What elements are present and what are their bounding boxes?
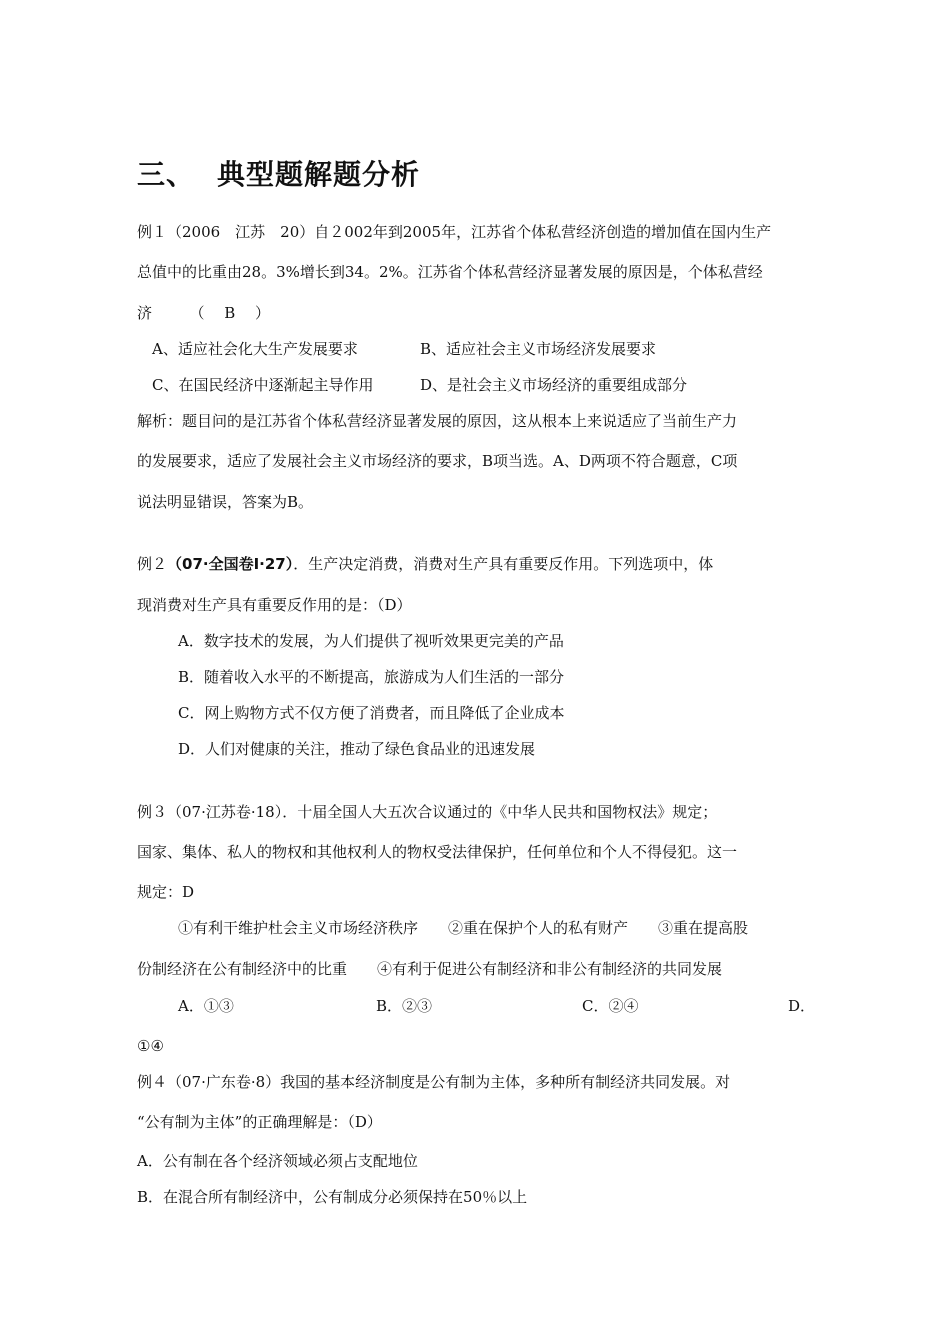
example2-option-d: D．人们对健康的关注，推动了绿色食品业的迅速发展: [178, 740, 536, 758]
example2-line1-rest: ．生产决定消费，消费对生产具有重要反作用。下列选项中，体: [293, 555, 714, 573]
example1-line1: 例１（2006 江苏 20）自２002年到2005年，江苏省个体私营经济创造的增加值在国内生产: [137, 223, 772, 241]
example1-analysis-line2: 的发展要求，适应了发展社会主义市场经济的要求，B项当选。A、D两项不符合题意，C项: [137, 452, 738, 470]
example2-line2: 现消费对生产具有重要反作用的是：（D）: [137, 596, 412, 614]
example4-line1: 例４（07·广东卷·8）我国的基本经济制度是公有制为主体，多种所有制经济共同发展。对: [137, 1073, 731, 1091]
example4-option-a: A．公有制在各个经济领域必须占支配地位: [137, 1152, 418, 1170]
example3-option-d-label: D．: [788, 997, 816, 1015]
example3-line3: 规定：D: [137, 883, 195, 901]
example3-option-c: C．②④: [582, 997, 639, 1015]
example3-option-d-value: ①④: [137, 1037, 164, 1055]
example3-statements-line2: 份制经济在公有制经济中的比重 ④有利于促进公有制经济和非公有制经济的共同发展: [137, 960, 723, 978]
example2-option-a: A．数字技术的发展，为人们提供了视听效果更完美的产品: [178, 632, 564, 650]
section-title: 典型题解题分析: [217, 158, 421, 191]
example1-option-c: C、在国民经济中逐渐起主导作用: [152, 376, 374, 394]
section-number: 三、: [137, 158, 196, 191]
example1-option-a: A、适应社会化大生产发展要求: [152, 340, 358, 358]
section-heading: [137, 155, 420, 195]
example3-option-a: A．①③: [178, 997, 234, 1015]
example1-line3: 济 （ B ）: [137, 304, 271, 322]
example4-line2: “公有制为主体”的正确理解是：（D）: [137, 1113, 382, 1131]
example1-option-b: B、适应社会主义市场经济发展要求: [420, 340, 657, 358]
example3-line1: 例３（07·江苏卷·18）．十届全国人大五次合议通过的《中华人民共和国物权法》规定；: [137, 803, 718, 821]
example2-option-b: B．随着收入水平的不断提高，旅游成为人们生活的一部分: [178, 668, 565, 686]
example1-analysis-line1: 解析：题目问的是江苏省个体私营经济显著发展的原因，这从根本上来说适应了当前生产力: [137, 412, 738, 430]
example2-source: （07·全国卷Ⅰ·27）: [167, 555, 294, 573]
example3-statements-line1: ①有利干维护杜会主义市场经济秩序 ②重在保护个人的私有财产 ③重在提高股: [178, 919, 749, 937]
example2-prefix: 例２: [137, 555, 168, 573]
example2-line1: [137, 554, 713, 574]
example3-line2: 国家、集体、私人的物权和其他权利人的物权受法律保护，任何单位和个人不得侵犯。这一: [137, 843, 738, 861]
example2-option-c: C．网上购物方式不仅方便了消费者，而且降低了企业成本: [178, 704, 565, 722]
example3-option-b: B．②③: [376, 997, 433, 1015]
example1-option-d: D、是社会主义市场经济的重要组成部分: [420, 376, 688, 394]
example4-option-b: B．在混合所有制经济中，公有制成分必须保持在50％以上: [137, 1188, 528, 1206]
example1-analysis-line3: 说法明显错误，答案为B。: [137, 493, 314, 511]
example1-line2: 总值中的比重由28。3%增长到34。2%。江苏省个体私营经济显著发展的原因是，个体私营经: [137, 263, 763, 281]
